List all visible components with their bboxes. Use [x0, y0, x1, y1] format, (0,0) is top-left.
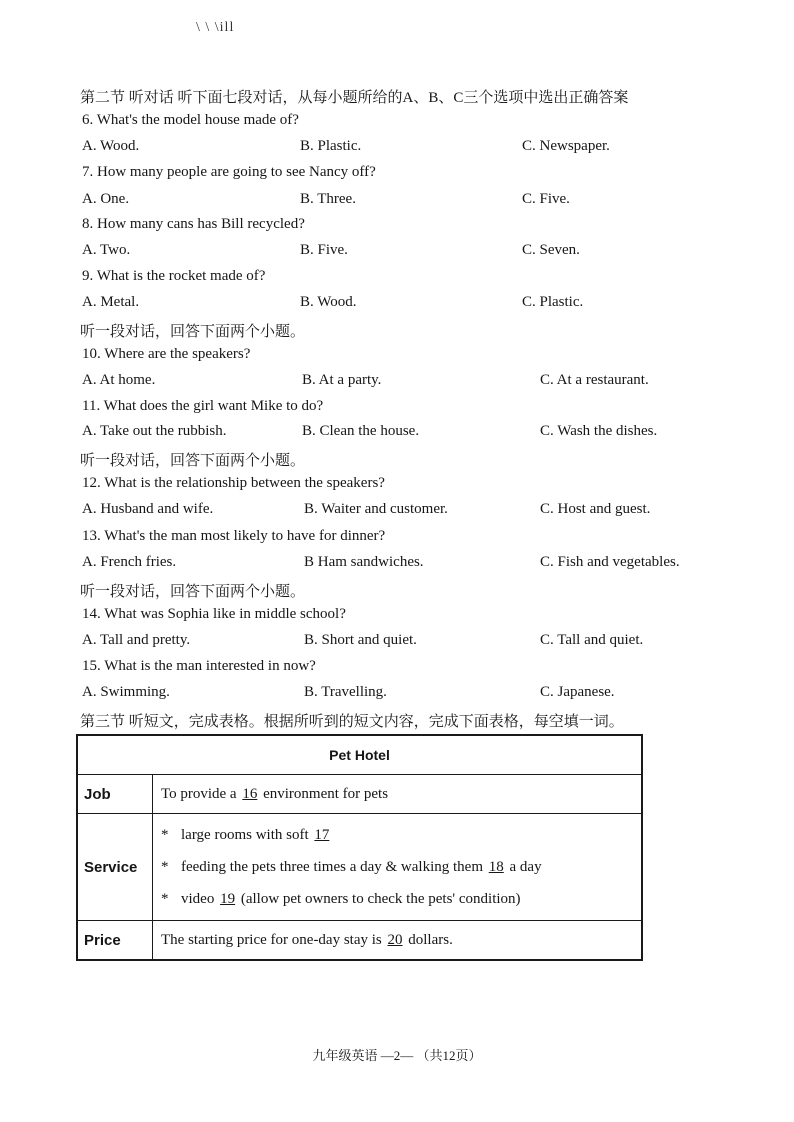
q13-option-c: C. Fish and vegetables. [540, 554, 680, 570]
price-text-post: dollars. [404, 931, 453, 948]
scan-mark: \ \ \ill [196, 20, 235, 35]
section3-heading: 第三节 听短文，完成表格。根据所听到的短文内容，完成下面表格，每空填一词。 [80, 714, 624, 730]
service-1-pre: large rooms with soft [181, 827, 313, 843]
q10-option-c: C. At a restaurant. [540, 372, 649, 388]
q11-option-c: C. Wash the dishes. [540, 423, 658, 439]
star-icon: * [161, 891, 169, 907]
blank-19: 19 [220, 891, 236, 907]
price-cell [153, 921, 643, 961]
question-11: 11. What does the girl want Mike to do? [82, 398, 324, 414]
q14-option-b: B. Short and quiet. [304, 632, 417, 648]
table-row-price [77, 921, 642, 961]
question-7: 7. How many people are going to see Nancy off? [82, 164, 376, 180]
service-item-3 [161, 883, 640, 915]
service-item-2 [161, 851, 640, 883]
q13-option-b: B Ham sandwiches. [304, 554, 424, 570]
q6-option-a: A. Wood. [82, 138, 140, 154]
q7-option-b: B. Three. [300, 191, 356, 207]
q9-option-c: C. Plastic. [522, 294, 584, 310]
question-10: 10. Where are the speakers? [82, 346, 251, 362]
question-12: 12. What is the relationship between the speakers? [82, 475, 385, 491]
q6-option-c: C. Newspaper. [522, 138, 610, 154]
blank-20: 20 [387, 931, 403, 948]
q10-option-a: A. At home. [82, 372, 156, 388]
q12-option-a: A. Husband and wife. [82, 501, 214, 517]
service-item-1 [161, 819, 640, 851]
q15-option-c: C. Japanese. [540, 684, 615, 700]
q14-option-a: A. Tall and pretty. [82, 632, 191, 648]
question-13: 13. What's the man most likely to have for dinner? [82, 528, 386, 544]
blank-18: 18 [488, 859, 504, 875]
price-text-pre: The starting price for one-day stay is [161, 931, 386, 948]
job-text-post: environment for pets [259, 785, 389, 802]
q9-option-a: A. Metal. [82, 294, 140, 310]
q12-option-b: B. Waiter and customer. [304, 501, 448, 517]
q8-option-a: A. Two. [82, 242, 131, 258]
star-icon: * [161, 859, 169, 875]
table-row-job [77, 775, 642, 814]
dialogue-intro-3: 听一段对话，回答下面两个小题。 [80, 584, 306, 600]
q15-option-b: B. Travelling. [304, 684, 387, 700]
section2-heading: 第二节 听对话 听下面七段对话，从每小题所给的A、B、C三个选项中选出正确答案 [80, 90, 629, 106]
job-cell [153, 775, 643, 814]
question-14: 14. What was Sophia like in middle school? [82, 606, 346, 622]
blank-17: 17 [314, 827, 330, 843]
q8-option-b: B. Five. [300, 242, 348, 258]
q15-option-a: A. Swimming. [82, 684, 170, 700]
service-label: Service [77, 814, 153, 921]
q6-option-b: B. Plastic. [300, 138, 362, 154]
job-text-pre: To provide a [161, 785, 241, 802]
service-3-pre: video [181, 891, 219, 907]
table-title: Pet Hotel [77, 735, 642, 775]
q7-option-a: A. One. [82, 191, 130, 207]
question-9: 9. What is the rocket made of? [82, 268, 266, 284]
q13-option-a: A. French fries. [82, 554, 177, 570]
service-cell [153, 814, 643, 921]
table-row-service [77, 814, 642, 921]
job-label: Job [77, 775, 153, 814]
star-icon: * [161, 827, 169, 843]
q11-option-b: B. Clean the house. [302, 423, 420, 439]
q8-option-c: C. Seven. [522, 242, 580, 258]
service-3-post: (allow pet owners to check the pets' condition) [237, 891, 521, 907]
service-2-post: a day [505, 859, 542, 875]
dialogue-intro-2: 听一段对话，回答下面两个小题。 [80, 453, 306, 469]
service-2-pre: feeding the pets three times a day & walking them [181, 859, 487, 875]
q14-option-c: C. Tall and quiet. [540, 632, 644, 648]
question-6: 6. What's the model house made of? [82, 112, 299, 128]
price-label: Price [77, 921, 153, 961]
question-8: 8. How many cans has Bill recycled? [82, 216, 305, 232]
q11-option-a: A. Take out the rubbish. [82, 423, 227, 439]
q12-option-c: C. Host and guest. [540, 501, 651, 517]
q9-option-b: B. Wood. [300, 294, 357, 310]
page-footer: 九年级英语 —2— （共12页） [312, 1048, 482, 1063]
blank-16: 16 [242, 785, 258, 802]
q7-option-c: C. Five. [522, 191, 570, 207]
q10-option-b: B. At a party. [302, 372, 382, 388]
pet-hotel-table [76, 734, 643, 961]
dialogue-intro-1: 听一段对话，回答下面两个小题。 [80, 324, 306, 340]
question-15: 15. What is the man interested in now? [82, 658, 316, 674]
